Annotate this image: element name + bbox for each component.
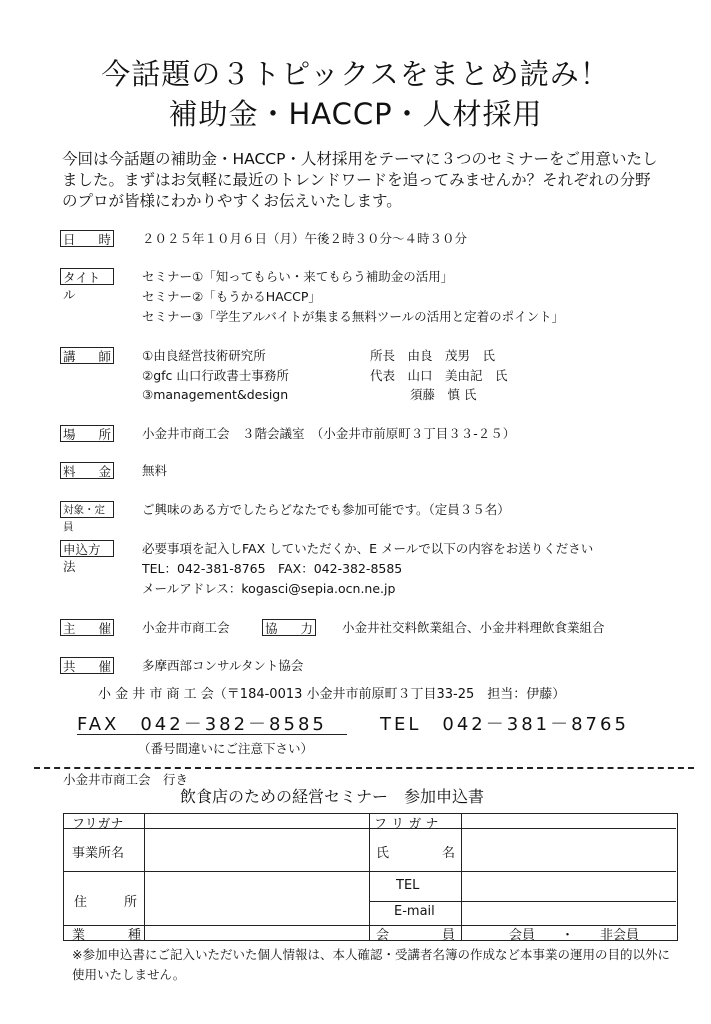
- member-label-a: 会: [376, 928, 390, 943]
- member-options: 会員 ・ 非会員: [509, 928, 640, 943]
- intro-text: 今回は今話題の補助金・HACCP・人材採用をテーマに３つのセミナーをご用意いたしました。まずはお気軽に最近のトレンドワードを追ってみませんか？それぞれの分野のプロが皆様にわかりやすくお伝えいたします。: [62, 150, 658, 210]
- target-value: ご興味のある方でしたらどなたでも参加可能です。（定員３５名）: [142, 502, 510, 517]
- seminar-3: セミナー③「学生アルバイトが集まる無料ツールの活用と定着のポイント」: [142, 309, 565, 324]
- name-input[interactable]: [463, 830, 677, 872]
- privacy-note: ※参加申込書にご記入いただいた個人情報は、本人確認・受講者名簿の作成など本事業の運用の目的以外に使用いたしません。: [72, 947, 670, 982]
- email-label: E-mail: [394, 904, 435, 919]
- apply-line-3: メールアドレス：kogasci@sepia.ocn.ne.jp: [142, 581, 396, 596]
- venue-value: 小金井市商工会 ３階会議室 （小金井市前原町３丁目３３-２５）: [142, 426, 516, 441]
- seminar-2: セミナー②「もうかるHACCP」: [142, 289, 321, 304]
- industry-input[interactable]: [146, 927, 370, 941]
- date-label: 日 時: [60, 230, 114, 247]
- seminar-1: セミナー①「知ってもらい・来てもらう補助金の活用」: [142, 269, 454, 284]
- contact-org-line: 小 金 井 市 商 工 会（〒184-0013 小金井市前原町３丁目33-25 担当：伊藤）: [98, 687, 566, 702]
- target-label: 対象・定員: [60, 501, 114, 518]
- date-value: ２０２５年１０月６日（月）午後２時３０分～４時３０分: [142, 231, 468, 246]
- email-input[interactable]: [463, 903, 677, 926]
- address-label-b: 所: [124, 895, 138, 910]
- venue-label: 場 所: [60, 425, 114, 442]
- industry-label-b: 種: [128, 928, 142, 943]
- address-label-a: 住: [74, 895, 88, 910]
- application-form: [63, 813, 678, 941]
- headline-line1: 今話題の３トピックスをまとめ読み！: [101, 57, 610, 91]
- cut-line: [34, 767, 694, 769]
- apply-line-1: 必要事項を記入しFAX していただくか、E メールで以下の内容をお送りください: [142, 541, 594, 556]
- host-value: 小金井市商工会: [142, 620, 230, 635]
- company-input[interactable]: [146, 830, 370, 872]
- lecturer-label: 講 師: [60, 347, 114, 364]
- contact-tel: TEL 042－381－8765: [380, 714, 629, 735]
- cohost-label: 共 催: [60, 657, 114, 674]
- tel-input[interactable]: [463, 873, 677, 902]
- tel-label: TEL: [396, 878, 420, 893]
- furigana-label-2: フ リ ガ ナ: [374, 817, 439, 832]
- name-label-b: 名: [442, 846, 456, 861]
- furigana-label: フリガナ: [72, 817, 124, 832]
- name-label-a: 氏: [376, 846, 390, 861]
- lecturer-org-1: ①由良経営技術研究所: [142, 348, 266, 363]
- fax-underline: [77, 734, 347, 735]
- lecturer-name-3: 須藤 慎 氏: [410, 387, 477, 402]
- coop-value: 小金井社交料飲業組合、小金井料理飲食業組合: [342, 620, 605, 635]
- coop-label: 協 力: [262, 619, 316, 636]
- address-input[interactable]: [146, 873, 370, 925]
- lecturer-org-2: ②gfc 山口行政書士事務所: [142, 368, 289, 383]
- furigana-input[interactable]: [146, 815, 370, 829]
- headline-line2: 補助金・HACCP・人材採用: [168, 97, 543, 131]
- host-label: 主 催: [60, 619, 114, 636]
- contact-fax: FAX 042－382－8585: [77, 714, 327, 735]
- cohost-value: 多摩西部コンサルタント協会: [142, 658, 304, 673]
- lecturer-org-3: ③management&design: [142, 387, 289, 402]
- form-title: 飲食店のための経営セミナー 参加申込書: [180, 787, 485, 806]
- lecturer-name-2: 代表 山口 美由記 氏: [370, 368, 508, 383]
- furigana-input-2[interactable]: [463, 815, 677, 829]
- form-to: 小金井市商工会 行き: [63, 772, 189, 787]
- member-label-b: 員: [442, 928, 456, 943]
- fee-value: 無料: [142, 463, 168, 478]
- apply-label: 申込方法: [60, 540, 114, 557]
- company-label: 事業所名: [72, 846, 125, 861]
- apply-line-2: TEL：042-381-8765 FAX：042-382-8585: [142, 561, 403, 576]
- title-label: タイトル: [60, 268, 114, 285]
- industry-label-a: 業: [72, 928, 86, 943]
- contact-note: （番号間違いにご注意下さい）: [138, 741, 314, 756]
- fee-label: 料 金: [60, 462, 114, 479]
- lecturer-name-1: 所長 由良 茂男 氏: [370, 348, 496, 363]
